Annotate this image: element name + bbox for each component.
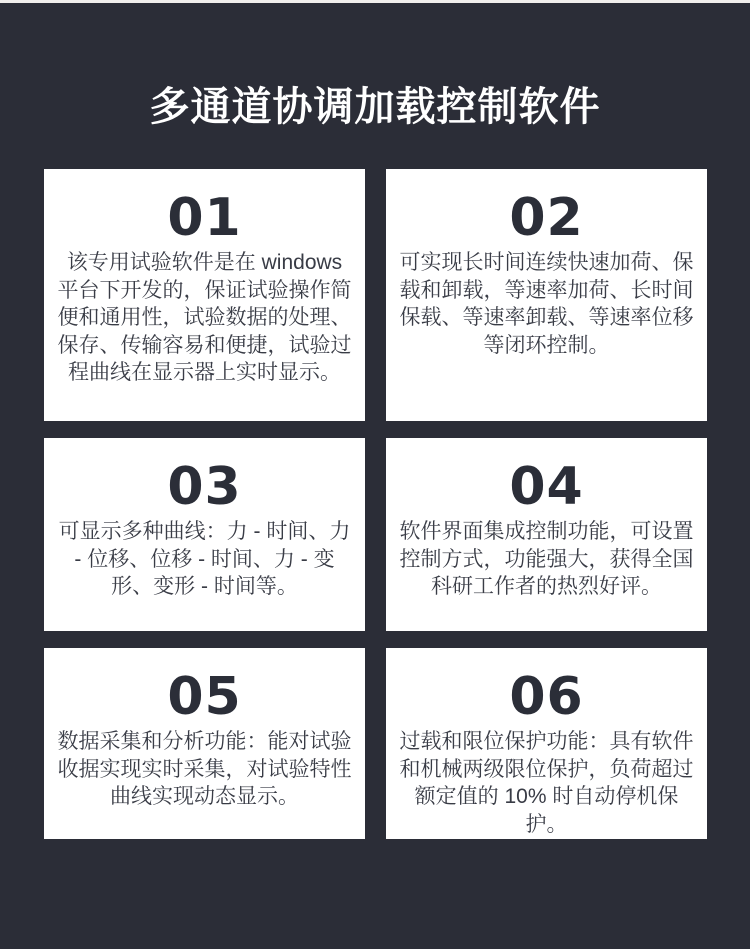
page-title: 多通道协调加载控制软件: [149, 85, 601, 129]
feature-card-02: [386, 169, 707, 421]
feature-card-01: [44, 169, 365, 421]
feature-card-06: [386, 648, 707, 839]
card-number: 03: [167, 457, 242, 517]
feature-cards-grid: [44, 169, 707, 839]
card-description: 该专用试验软件是在 windows 平台下开发的，保证试验操作简便和通用性，试验数据的处理、保存、传输容易和便捷，试验过程曲线在显示器上实时显示。: [57, 251, 352, 384]
card-description: 过载和限位保护功能：具有软件和机械两级限位保护，负荷超过额定值的 10% 时自动停机保护。: [399, 730, 694, 836]
card-description: 可实现长时间连续快速加荷、保载和卸载，等速率加荷、长时间保载、等速率卸载、等速率位移等闭环控制。: [399, 251, 694, 357]
card-number: 02: [509, 188, 584, 248]
card-description: 数据采集和分析功能：能对试验收据实现实时采集，对试验特性曲线实现动态显示。: [57, 730, 352, 808]
card-number: 06: [509, 667, 584, 727]
feature-card-05: [44, 648, 365, 839]
card-number: 05: [167, 667, 242, 727]
feature-card-04: [386, 438, 707, 631]
card-number: 01: [167, 188, 242, 248]
feature-card-03: [44, 438, 365, 631]
top-edge-strip: [0, 0, 750, 3]
card-description: 可显示多种曲线：力 - 时间、力 - 位移、位移 - 时间、力 - 变形、变形 - 时间等。: [58, 520, 351, 598]
card-number: 04: [509, 457, 584, 517]
card-description: 软件界面集成控制功能，可设置控制方式，功能强大，获得全国科研工作者的热烈好评。: [399, 520, 694, 598]
